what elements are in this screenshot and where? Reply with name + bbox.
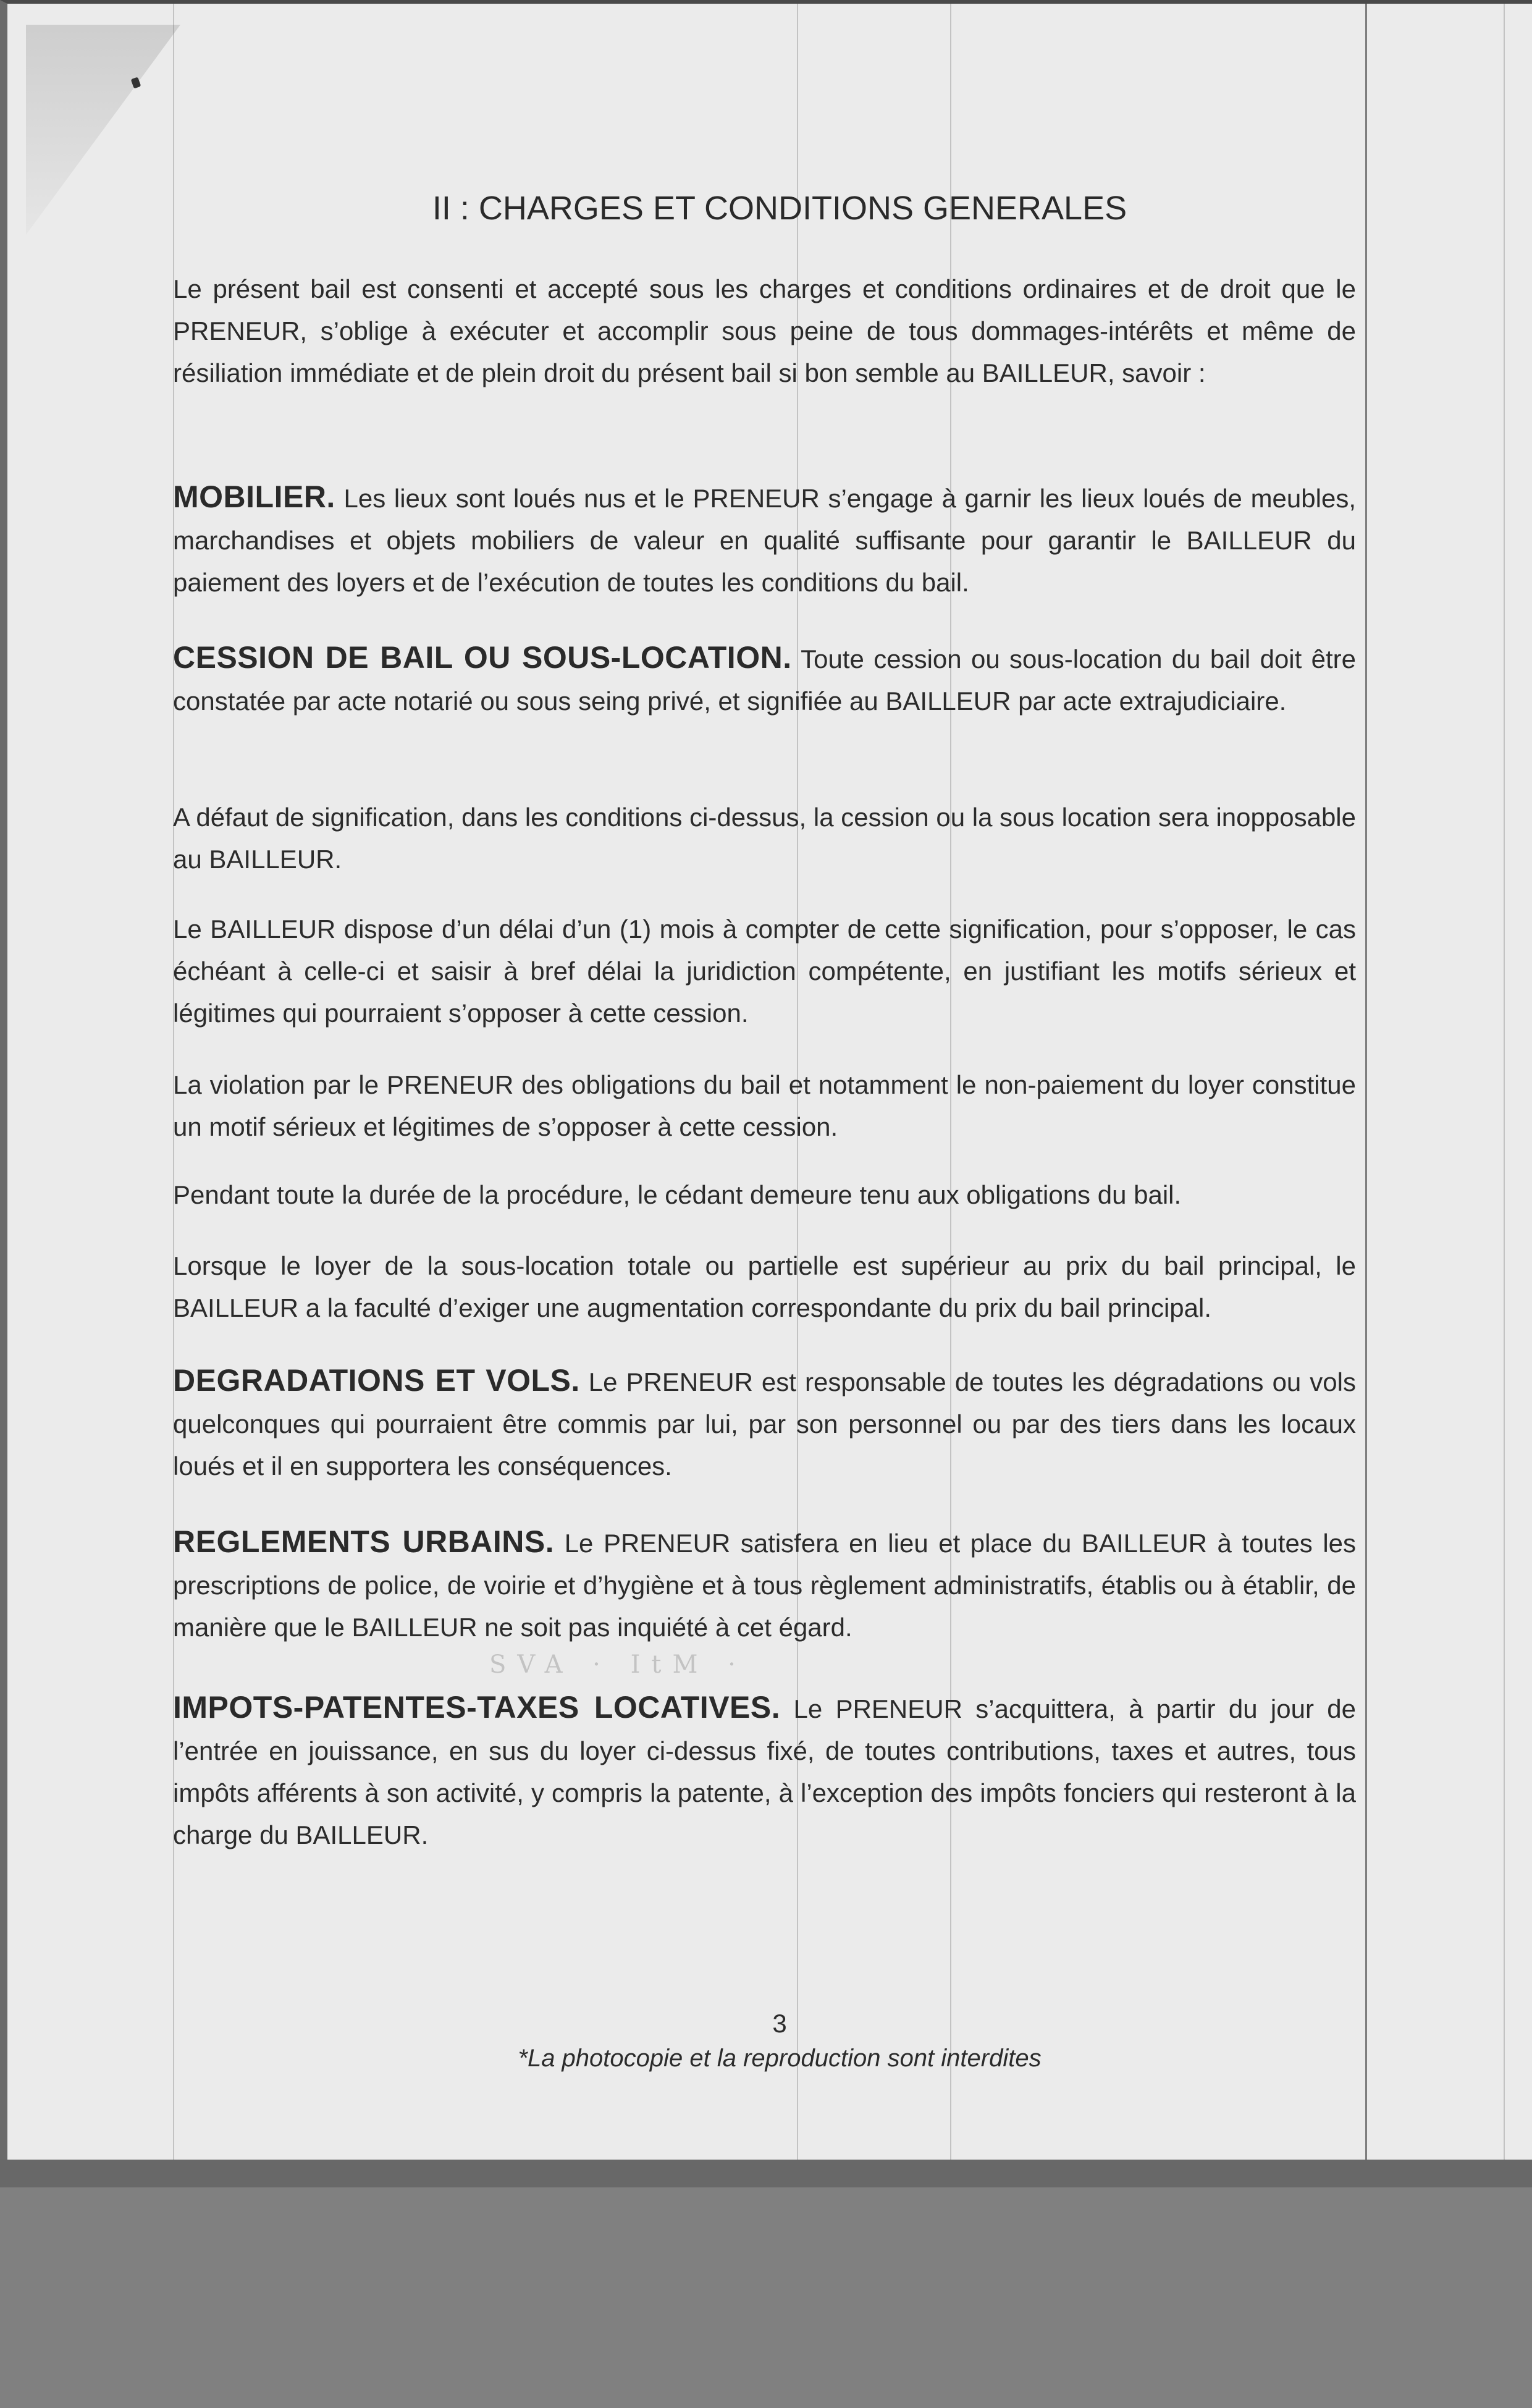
- paragraph-text: Le présent bail est consenti et accepté sous les charges et conditions ordinaires et de droit que le PRENEUR, s’oblige à exécuter et accomplir sous peine de tous dommages-intérêts et même de résiliation immédiate et de plein droit du présent bail si bon semble au BAILLEUR, savoir :: [173, 274, 1356, 387]
- paragraph-heading: IMPOTS-PATENTES-TAXES LOCATIVES.: [173, 1690, 781, 1725]
- paragraph-text: Le PRENEUR est responsable de toutes les dégradations ou vols quelconques qui pourraient être commis par lui, par son personnel ou par des tiers dans les locaux loués et il en supportera les conséquences.: [173, 1367, 1356, 1481]
- paragraph-heading: DEGRADATIONS ET VOLS.: [173, 1363, 580, 1398]
- paragraph-mobilier: [173, 476, 1356, 604]
- scan-line: [1365, 4, 1367, 2160]
- paragraph-text: Le BAILLEUR dispose d’un délai d’un (1) mois à compter de cette signification, pour s’opposer, le cas échéant à celle-ci et saisir à bref délai la juridiction compétente, en justifiant les motifs sérieux et légitimes qui pourraient s’opposer à cette cession.: [173, 915, 1356, 1028]
- scan-line: [1504, 4, 1505, 2160]
- paragraph-text: Lorsque le loyer de la sous-location totale ou partielle est supérieur au prix du bail principal, le BAILLEUR a la faculté d’exiger une augmentation correspondante du prix du bail principal.: [173, 1251, 1356, 1322]
- bleed-through-marks: SVA · ItM ·: [489, 1650, 747, 1679]
- paragraph-heading: CESSION DE BAIL OU SOUS-LOCATION.: [173, 640, 792, 675]
- paragraph-text: A défaut de signification, dans les conditions ci-dessus, la cession ou la sous location sera inopposable au BAILLEUR.: [173, 803, 1356, 874]
- paragraph-procedure: [173, 1174, 1356, 1216]
- page-number: 3: [772, 2009, 787, 2038]
- paragraph-violation: [173, 1064, 1356, 1148]
- paragraph-text: Toute cession ou sous-location du bail doit être constatée par acte notarié ou sous seing privé, et signifiée au BAILLEUR par acte extrajudiciaire.: [173, 644, 1357, 716]
- paragraph-text: Le PRENEUR satisfera en lieu et place du BAILLEUR à toutes les prescriptions de police, de voirie et d’hygiène et à tous règlement administratifs, établis ou à établir, de manière que le BAILLEUR ne soit pas inquiété à cet égard.: [173, 1529, 1357, 1642]
- intro-paragraph: [173, 268, 1356, 394]
- paragraph-text: Les lieux sont loués nus et le PRENEUR s’engage à garnir les lieux loués de meubles, marchandises et objets mobiliers de valeur en qualité suffisante pour garantir le BAILLEUR du paiement des loyers et de l’exécution de toutes les conditions du bail.: [173, 484, 1356, 597]
- footer-notice: *La photocopie et la reproduction sont interdites: [518, 2045, 1042, 2072]
- paragraph-defaut-signification: [173, 796, 1356, 881]
- paragraph-heading: REGLEMENTS URBAINS.: [173, 1524, 555, 1559]
- paragraph-text: Pendant toute la durée de la procédure, le cédant demeure tenu aux obligations du bail.: [173, 1180, 1182, 1209]
- paragraph-heading: MOBILIER.: [173, 479, 335, 514]
- paragraph-impots: [173, 1686, 1356, 1856]
- paragraph-sous-location-loyer: [173, 1245, 1356, 1329]
- paragraph-reglements: [173, 1521, 1356, 1649]
- section-title: II : CHARGES ET CONDITIONS GENERALES: [432, 190, 1127, 227]
- paragraph-delai-bailleur: [173, 908, 1356, 1034]
- paragraph-degradations: [173, 1359, 1356, 1487]
- paragraph-cession: [173, 636, 1356, 722]
- scanner-edge-band: [0, 2160, 1532, 2187]
- paragraph-text: La violation par le PRENEUR des obligations du bail et notamment le non-paiement du loyer constitue un motif sérieux et légitimes de s’opposer à cette cession.: [173, 1070, 1356, 1141]
- paragraph-text: Le PRENEUR s’acquittera, à partir du jour de l’entrée en jouissance, en sus du loyer ci-dessus fixé, de toutes contributions, taxes et autres, tous impôts afférents à son activité, y compris la patente, à l’exception des impôts fonciers qui resteront à la charge du BAILLEUR.: [173, 1694, 1357, 1849]
